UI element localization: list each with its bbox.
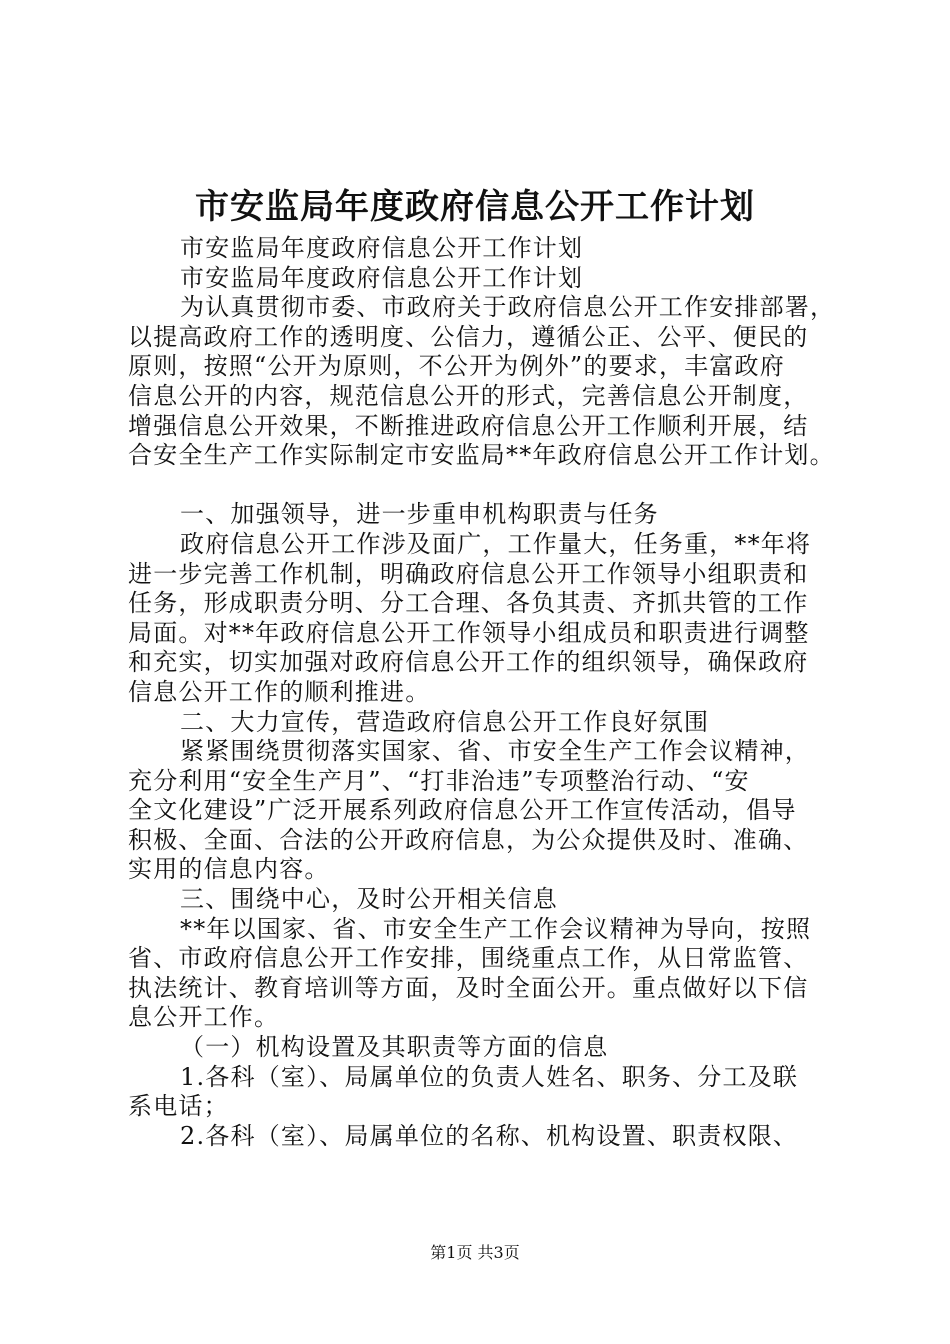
text-line: 市安监局年度政府信息公开工作计划 <box>180 234 584 262</box>
text-line: 全文化建设”广泛开展系列政府信息公开工作宣传活动，倡导 <box>128 796 797 825</box>
text-line: 局面。对**年政府信息公开工作领导小组成员和职责进行调整 <box>128 618 810 647</box>
text-line: 一、加强领导，进一步重申机构职责与任务 <box>180 500 659 529</box>
text-line: 积极、全面、合法的公开政府信息，为公众提供及时、准确、 <box>128 825 809 854</box>
text-line: 以提高政府工作的透明度、公信力，遵循公正、公平、便民的 <box>128 322 809 351</box>
text-line: **年以国家、省、市安全生产工作会议精神为导向，按照 <box>180 914 812 943</box>
text-line: 任务，形成职责分明、分工合理、各负其责、齐抓共管的工作 <box>128 589 809 618</box>
text-line: 1.各科（室）、局属单位的负责人姓名、职务、分工及联 <box>180 1062 799 1091</box>
text-line: 息公开工作。 <box>128 1003 280 1032</box>
document-title: 市安监局年度政府信息公开工作计划 <box>195 187 755 227</box>
text-line: 二、大力宣传，营造政府信息公开工作良好氛围 <box>180 707 710 736</box>
text-line: 三、围绕中心，及时公开相关信息 <box>180 885 558 914</box>
text-line: 充分利用“安全生产月”、“打非治违”专项整治行动、“安 <box>128 766 750 795</box>
text-line: 2.各科（室）、局属单位的名称、机构设置、职责权限、 <box>180 1121 799 1150</box>
text-line: 信息公开工作的顺利推进。 <box>128 677 431 706</box>
text-line: 和充实，切实加强对政府信息公开工作的组织领导，确保政府 <box>128 648 809 677</box>
document-body <box>128 234 848 1151</box>
text-line: 省、市政府信息公开工作安排，围绕重点工作，从日常监管、 <box>128 944 809 973</box>
text-line: 实用的信息内容。 <box>128 855 330 884</box>
text-line: 合安全生产工作实际制定市安监局**年政府信息公开工作计划。 <box>128 441 835 470</box>
text-line: 市安监局年度政府信息公开工作计划 <box>180 263 584 292</box>
text-line: 紧紧围绕贯彻落实国家、省、市安全生产工作会议精神， <box>180 737 810 766</box>
text-line: 政府信息公开工作涉及面广，工作量大，任务重，**年将 <box>180 529 812 558</box>
text-line: 为认真贯彻市委、市政府关于政府信息公开工作安排部署， <box>180 293 836 322</box>
blank-line <box>128 471 848 501</box>
text-line: 进一步完善工作机制，明确政府信息公开工作领导小组职责和 <box>128 559 809 588</box>
text-line: （一）机构设置及其职责等方面的信息 <box>180 1033 609 1062</box>
text-line: 信息公开的内容，规范信息公开的形式，完善信息公开制度， <box>128 381 809 410</box>
text-line: 执法统计、教育培训等方面，及时全面公开。重点做好以下信 <box>128 973 809 1002</box>
text-line: 系电话； <box>128 1092 229 1121</box>
text-line: 增强信息公开效果，不断推进政府信息公开工作顺利开展，结 <box>128 411 809 440</box>
page-footer: 第1页 共3页 <box>430 1243 520 1262</box>
text-line: 原则，按照“公开为原则，不公开为例外”的要求，丰富政府 <box>128 352 785 381</box>
